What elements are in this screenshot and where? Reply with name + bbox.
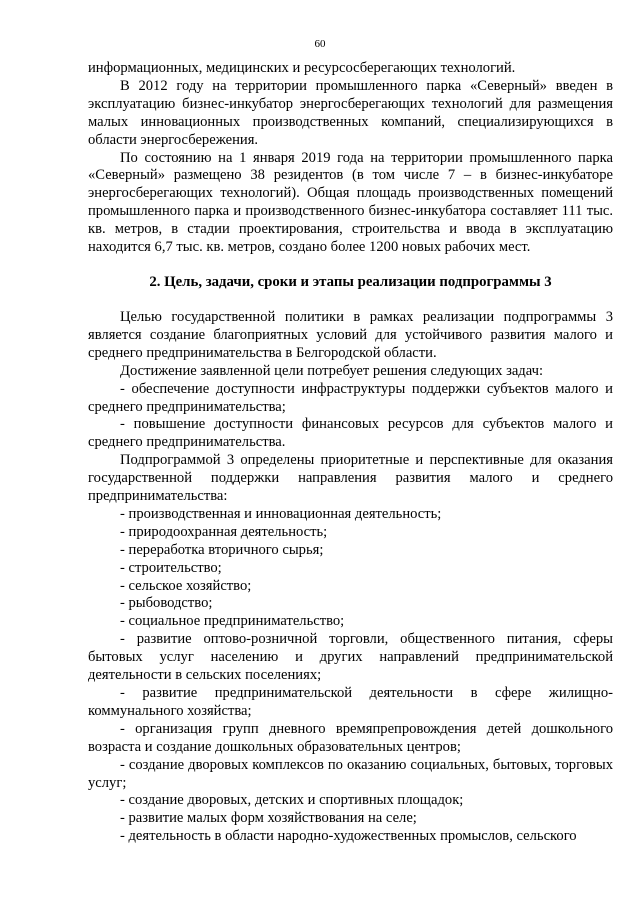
- direction-item: - развитие предпринимательской деятельности в сфере жилищно-коммунального хозяйства;: [88, 685, 613, 719]
- task-item: - повышение доступности финансовых ресурсов для субъектов малого и среднего предпринимательства.: [88, 416, 613, 451]
- direction-item: - развитие малых форм хозяйствования на селе;: [120, 810, 417, 827]
- paragraph-tasks-intro: Достижение заявленной цели потребует решения следующих задач:: [120, 362, 544, 379]
- direction-item: - переработка вторичного сырья;: [120, 541, 324, 558]
- paragraph-business-incubator: В 2012 году на территории промышленного парка «Северный» введен в эксплуатацию бизнес-инкубатор энергосберегающих технологий для размещения малых инновационных производственных компаний, специализирующихся в области энергосбережения.: [88, 77, 613, 148]
- direction-item: - производственная и инновационная деятельность;: [120, 505, 442, 522]
- task-item: - обеспечение доступности инфраструктуры поддержки субъектов малого и среднего предпринимательства;: [88, 380, 613, 415]
- paragraph-continuation: информационных, медицинских и ресурсосберегающих технологий.: [88, 60, 516, 76]
- direction-item: - строительство;: [120, 559, 222, 576]
- direction-item: - создание дворовых, детских и спортивных площадок;: [120, 792, 464, 809]
- section-heading: 2. Цель, задачи, сроки и этапы реализации подпрограммы 3: [149, 273, 552, 290]
- paragraph-directions-intro: Подпрограммой 3 определены приоритетные и перспективные для оказания государственной поддержки направления развития малого и среднего предпринимательства:: [88, 452, 613, 505]
- direction-item: - сельское хозяйство;: [120, 577, 252, 594]
- direction-item: - организация групп дневного времяпрепровождения детей дошкольного возраста и создание дошкольных образовательных центров;: [88, 720, 613, 755]
- page-content: [88, 60, 613, 846]
- direction-item: - создание дворовых комплексов по оказанию социальных, бытовых, торговых услуг;: [88, 756, 613, 791]
- direction-item: - рыбоводство;: [120, 595, 213, 612]
- paragraph-goal: Целью государственной политики в рамках реализации подпрограммы 3 является создание благоприятных условий для устойчивого развития малого и среднего предпринимательства в Белгородской области.: [88, 308, 613, 361]
- direction-item: - природоохранная деятельность;: [120, 523, 328, 540]
- direction-item: - социальное предпринимательство;: [120, 613, 345, 630]
- direction-item: - деятельность в области народно-художественных промыслов, сельского: [120, 828, 577, 845]
- paragraph-residents: По состоянию на 1 января 2019 года на территории промышленного парка «Северный» размещено 38 резидентов (в том числе 7 – в бизнес-инкубаторе энергосберегающих технологий). Общая площадь производственных помещений промышленного парка и производственного бизнес-инкубатора составляет 111 тыс. кв. метров, в стадии проектирования, строительства и ввода в эксплуатацию находится 6,7 тыс. кв. метров, создано более 1200 новых рабочих мест.: [88, 149, 613, 256]
- page-number: 60: [314, 38, 326, 50]
- direction-item: - развитие оптово-розничной торговли, общественного питания, сферы бытовых услуг населению и других направлений предпринимательской деятельности в сельских поселениях;: [88, 631, 613, 684]
